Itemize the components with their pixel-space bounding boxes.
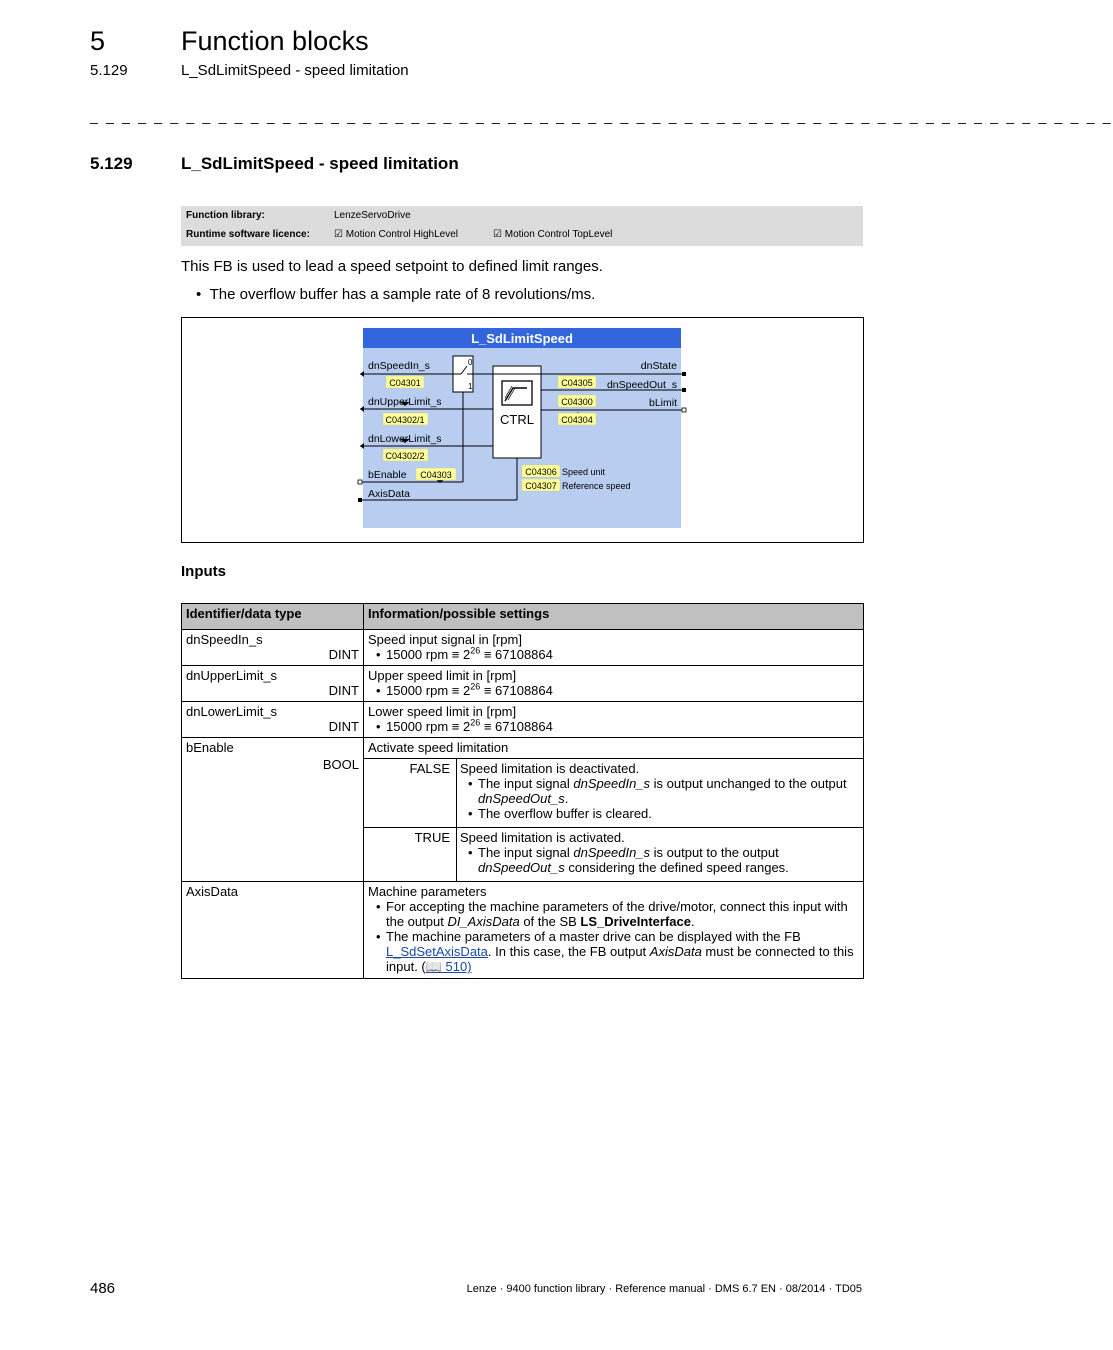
input-bEnable: bEnable [368,469,407,481]
row-info: Upper speed limit in [rpm] [368,668,517,683]
false-description: Speed limitation is deactivated. [460,761,640,776]
licence-label: Runtime software licence: [186,229,310,240]
switch-label-0: 0 [468,358,473,367]
limit-curve-icon [502,381,532,405]
input-dnLowerLimit_s: dnLowerLimit_s [368,433,442,445]
row-identifier: dnSpeedIn_s [186,632,263,647]
function-block-diagram [355,322,695,534]
header-section-number: 5.129 [90,62,128,79]
section-title: L_SdLimitSpeed - speed limitation [181,154,459,173]
true-description: Speed limitation is activated. [460,830,625,845]
code-C04301: C04301 [389,378,421,388]
section-number: 5.129 [90,154,133,173]
col-header-identifier: Identifier/data type [182,604,364,630]
footer-document-info: Lenze · 9400 function library · Reference manual · DMS 6.7 EN · 08/2014 · TD05 [466,1283,862,1295]
intro-bullet: • The overflow buffer has a sample rate of 8 revolutions/ms. [196,286,596,303]
code-C04306: C04306 [525,467,557,477]
row-info: Activate speed limitation [364,738,863,759]
code-C04302-2: C04302/2 [385,451,425,461]
output-dnState: dnState [640,360,677,372]
table-row [182,738,864,882]
row-identifier: AxisData [186,884,239,899]
row-identifier: dnLowerLimit_s [186,704,278,719]
switch-label-1: 1 [468,382,473,391]
row-datatype: DINT [328,719,359,734]
row-identifier: bEnable [186,740,234,755]
page-reference-link[interactable]: 📖 510) [425,959,472,974]
code-C04303: C04303 [420,470,452,480]
row-info: Machine parameters [368,884,487,899]
true-bullet-1: • The input signal dnSpeedIn_s is output to the output dnSpeedOut_s considering the defined speed ranges. [478,845,859,875]
bool-values-table [364,759,863,881]
row-bullet: • 15000 rpm ≡ $2^{26} \equiv 67108864$ [386,683,859,698]
code-C04304: C04304 [561,415,593,425]
code-C04300: C04300 [561,397,593,407]
intro-text: This FB is used to lead a speed setpoint to defined limit ranges. [181,258,603,275]
row-datatype: DINT [328,683,359,698]
param-reference-speed: Reference speed [562,481,631,491]
code-C04305: C04305 [561,378,593,388]
row-info: Speed input signal in [rpm] [368,632,522,647]
table-header-row [182,604,864,630]
value-false: FALSE [364,759,457,828]
header-separator: _ _ _ _ _ _ _ _ _ _ _ _ _ _ _ _ _ _ _ _ _ _ _ _ _ _ _ _ _ _ _ _ _ _ _ _ _ _ _ _ _ _ _ _ _ _ _ _ _ _ _ _ _ _ _ _ _ _ _ _ _ _ _ _ [90,108,1113,124]
code-C04307: C04307 [525,481,557,491]
table-row [182,702,864,738]
false-bullet-1: • The input signal dnSpeedIn_s is output unchanged to the output dnSpeedOut_s. [478,776,859,806]
col-header-information: Information/possible settings [364,604,864,630]
header-section-title: L_SdLimitSpeed - speed limitation [181,62,409,79]
axis-bullet-1: • For accepting the machine parameters of the drive/motor, connect this input with the output DI_AxisData of the SB LS_DriveInterface. [386,899,859,929]
row-datatype: BOOL [322,757,359,772]
function-library-value: LenzeServoDrive [334,210,411,221]
table-row [182,666,864,702]
row-identifier: dnUpperLimit_s [186,668,278,683]
row-datatype: DINT [328,647,359,662]
input-dnSpeedIn_s: dnSpeedIn_s [368,360,430,372]
value-true: TRUE [364,828,457,882]
licence-option-toplevel: ☑ Motion Control TopLevel [493,229,613,240]
row-bullet: • 15000 rpm ≡ $2^{26} \equiv 67108864$ [386,647,859,662]
code-C04302-1: C04302/1 [385,415,425,425]
chapter-number: 5 [90,26,106,56]
inputs-heading: Inputs [181,563,226,580]
output-dnSpeedOut_s: dnSpeedOut_s [606,379,677,391]
diagram-title: L_SdLimitSpeed [471,331,573,346]
param-speed-unit: Speed unit [562,467,606,477]
row-info: Lower speed limit in [rpm] [368,704,517,719]
page-number: 486 [90,1280,116,1297]
output-bLimit: bLimit [648,397,677,409]
chapter-title: Function blocks [181,26,369,56]
intro-bullet-text: The overflow buffer has a sample rate of 8 revolutions/ms. [209,286,596,303]
false-bullet-2: • The overflow buffer is cleared. [478,806,859,821]
ctrl-label: CTRL [500,412,534,427]
table-row [182,630,864,666]
input-dnUpperLimit_s: dnUpperLimit_s [368,396,442,408]
input-AxisData: AxisData [368,488,411,500]
axis-bullet-2: • The machine parameters of a master drive can be displayed with the FB L_SdSetAxisData. In this case, the FB output AxisData must be connected to this input. (📖 510) [386,929,859,974]
library-info-box [181,206,863,246]
inputs-table [181,603,864,979]
row-bullet: • 15000 rpm ≡ $2^{26} \equiv 67108864$ [386,719,859,734]
link-L_SdSetAxisData[interactable]: L_SdSetAxisData [386,944,488,959]
table-row [182,882,864,979]
licence-option-highlevel: ☑ Motion Control HighLevel [334,229,459,240]
function-library-label: Function library: [186,210,265,221]
